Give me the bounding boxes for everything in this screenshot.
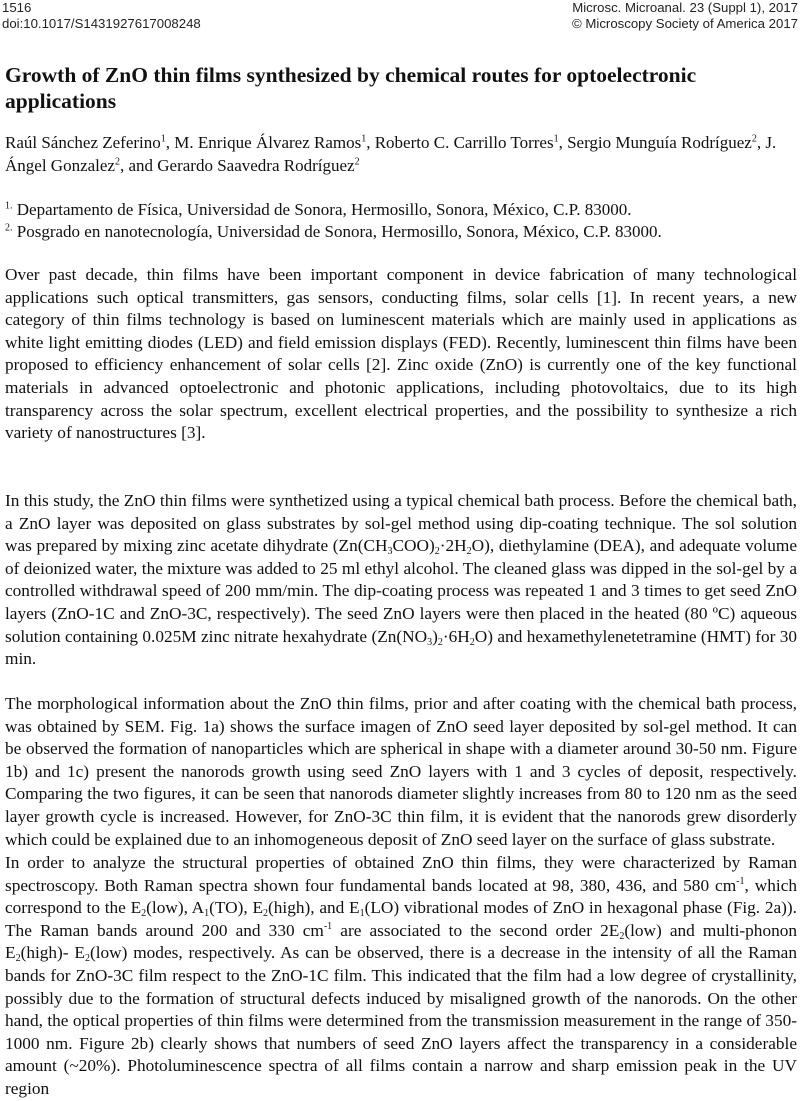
author-list bbox=[5, 131, 785, 177]
author-separator: , bbox=[366, 133, 375, 152]
author-name: J. Ángel Gonzalez bbox=[5, 133, 777, 175]
text-run: In order to analyze the structural properties of obtained ZnO thin films, they were characterized by Raman spectroscopy. Both Raman spectra shown four fundamental bands located at 98, 380, 436, and 580 cm bbox=[5, 853, 797, 895]
subscript: 2 bbox=[434, 546, 440, 558]
text-run: (high), and E bbox=[268, 898, 360, 918]
subscript: 2 bbox=[619, 930, 625, 942]
paragraph-morphology: The morphological information about the ZnO thin films, prior and after coating with the chemical bath process, was obtained by SEM. Fig. 1a) shows the surface imagen of ZnO seed layer deposited by sol-gel method. It can be observed the formation of nanoparticles which are spherical in shape with a diameter around 30-50 nm. Figure 1b) and 1c) present the nanorods growth using seed ZnO layers with 1 and 3 cycles of deposit, respectively. Comparing the two figures, it can be seen that nanorods diameter slightly increases from 80 to 120 nm as the seed layer growth cycle is increased. However, for ZnO-3C thin film, it is evident that the nanorods grew disorderly which could be explained due to an inhomogeneous deposit of ZnO seed layer on the surface of glass substrate. bbox=[5, 694, 797, 849]
affiliation-number: 2. bbox=[5, 222, 13, 234]
running-header-left bbox=[2, 0, 201, 32]
paper-title: Growth of ZnO thin films synthesized by chemical routes for optoelectronic applications bbox=[5, 63, 697, 113]
author-name: Sergio Munguía Rodríguez bbox=[567, 133, 752, 152]
subscript: 2 bbox=[263, 908, 269, 920]
affiliation-1 bbox=[5, 199, 795, 221]
text-run: ) bbox=[432, 626, 438, 646]
affiliation-number: 1. bbox=[5, 200, 13, 212]
text-run: In this study, the ZnO thin films were synthetized using a typical chemical bath process. Before the chemical bath, a ZnO layer was deposited on glass substrates by sol-gel method using dip-coating technique. The sol solution was prepared by mixing zinc acetate dihydrate (Zn(CH bbox=[5, 491, 797, 556]
affiliation-2 bbox=[5, 221, 795, 243]
page-number: 1516 bbox=[2, 0, 32, 15]
text-run: , which correspond to the E bbox=[5, 875, 797, 918]
affiliation-text: Departamento de Física, Universidad de Sonora, Hermosillo, Sonora, México, C.P. 83000. bbox=[12, 200, 632, 219]
author-separator: , bbox=[558, 133, 568, 152]
subscript: 2 bbox=[141, 908, 147, 920]
affiliation-marker: 1 bbox=[361, 133, 367, 145]
paragraph-methods bbox=[5, 490, 797, 671]
affiliation-marker: 1 bbox=[160, 133, 166, 145]
text-run: (LO) vibrational modes of ZnO in hexagonal phase (Fig. 2a)). The Raman bands around 200 and 330 cm bbox=[5, 898, 797, 940]
doi-link[interactable]: doi:10.1017/S1431927617008248 bbox=[2, 16, 201, 31]
journal-citation: Microsc. Microanal. 23 (Suppl 1), 2017 bbox=[572, 0, 798, 15]
affiliation-marker: 2 bbox=[114, 156, 120, 168]
copyright-notice: © Microscopy Society of America 2017 bbox=[572, 16, 798, 31]
text-run: (low) and multi-phonon E bbox=[5, 920, 798, 963]
subscript: 3 bbox=[387, 546, 393, 558]
author-name: Gerardo Saavedra Rodríguez bbox=[157, 156, 355, 175]
paragraph-introduction: Over past decade, thin films have been important component in device fabrication of many technological applications such optical transmitters, gas sensors, conducting films, solar cells [1]. In recent years, a new category of thin films technology is based on luminescent materials which are mainly used in applications as white light emitting diodes (LED) and field emission displays (FED). Recently, luminescent thin films have been proposed to efficiency enhancement of solar cells [2]. Zinc oxide (ZnO) is currently one of the key functional materials in advanced optoelectronic and photonic applications, including photovoltaics, due to its high transparency across the solar spectrum, excellent electrical properties, and the possibility to synthesize a rich variety of nanostructures [3]. bbox=[5, 265, 797, 443]
text-run: O) and hexamethylenetetramine (HMT) for 30 min. bbox=[5, 626, 797, 669]
subscript: 1 bbox=[359, 908, 365, 920]
text-run: O), diethylamine (DEA), and adequate volume of deionized water, the mixture was added to 25 ml ethyl alcohol. The cleaned glass was dipped in the sol-gel by a controlled withdrawal speed of 200 mm/min. The dip-coating process was repeated 1 and 3 times to get seed ZnO layers (ZnO-1C and ZnO-3C, respectively). The seed ZnO layers were then placed in the heated (80 ºC) aqueous solution containing 0.025M zinc nitrate hexahydrate (Zn(NO bbox=[5, 536, 797, 646]
author-name: Roberto C. Carrillo Torres bbox=[374, 133, 554, 152]
author-name: Raúl Sánchez Zeferino bbox=[5, 133, 161, 152]
author-name: M. Enrique Álvarez Ramos bbox=[174, 133, 362, 152]
text-run: COO) bbox=[392, 536, 435, 556]
text-run: (low), A bbox=[146, 898, 205, 918]
author-separator: , bbox=[756, 133, 766, 152]
author-separator: , and bbox=[119, 156, 158, 175]
text-run: ·2H bbox=[439, 536, 467, 556]
text-run: ·6H bbox=[442, 626, 470, 646]
text-run: (high)- E bbox=[20, 943, 85, 963]
subscript: 2 bbox=[437, 636, 443, 648]
text-run: (low) modes, respectively. As can be observed, there is a decrease in the intensity of all the Raman bands for ZnO-3C film respect to the ZnO-1C film. This indicated that the film had a low degree of crystallinity, possibly due to the formation of structural defects induced by misaligned growth of the nanorods. On the other hand, the optical properties of thin films were determined from the transmission measurement in the range of 350-1000 nm. Figure 2b) clearly shows that numbers of seed ZnO layers affect the transparency in a considerable amount (~20%). Photoluminescence spectra of all films contain a narrow and sharp emission peak in the UV region bbox=[5, 943, 797, 1098]
author-separator: , bbox=[165, 133, 175, 152]
subscript: 2 bbox=[84, 953, 90, 965]
superscript: -1 bbox=[323, 921, 333, 933]
subscript: 2 bbox=[466, 546, 472, 558]
superscript: -1 bbox=[736, 875, 745, 887]
running-header-right bbox=[572, 0, 798, 32]
affiliation-marker: 2 bbox=[751, 133, 757, 145]
affiliation-text: Posgrado en nanotecnología, Universidad de Sonora, Hermosillo, Sonora, México, C.P. 83000. bbox=[12, 222, 662, 241]
paragraph-raman bbox=[5, 852, 797, 1101]
text-run: (TO), E bbox=[209, 898, 264, 918]
subscript: 2 bbox=[469, 636, 475, 648]
subscript: 1 bbox=[204, 908, 210, 920]
subscript: 2 bbox=[15, 953, 21, 965]
affiliation-marker: 1 bbox=[553, 133, 559, 145]
text-run: are associated to the second order 2E bbox=[332, 920, 620, 940]
subscript: 3 bbox=[427, 636, 433, 648]
affiliation-marker: 2 bbox=[354, 156, 360, 168]
